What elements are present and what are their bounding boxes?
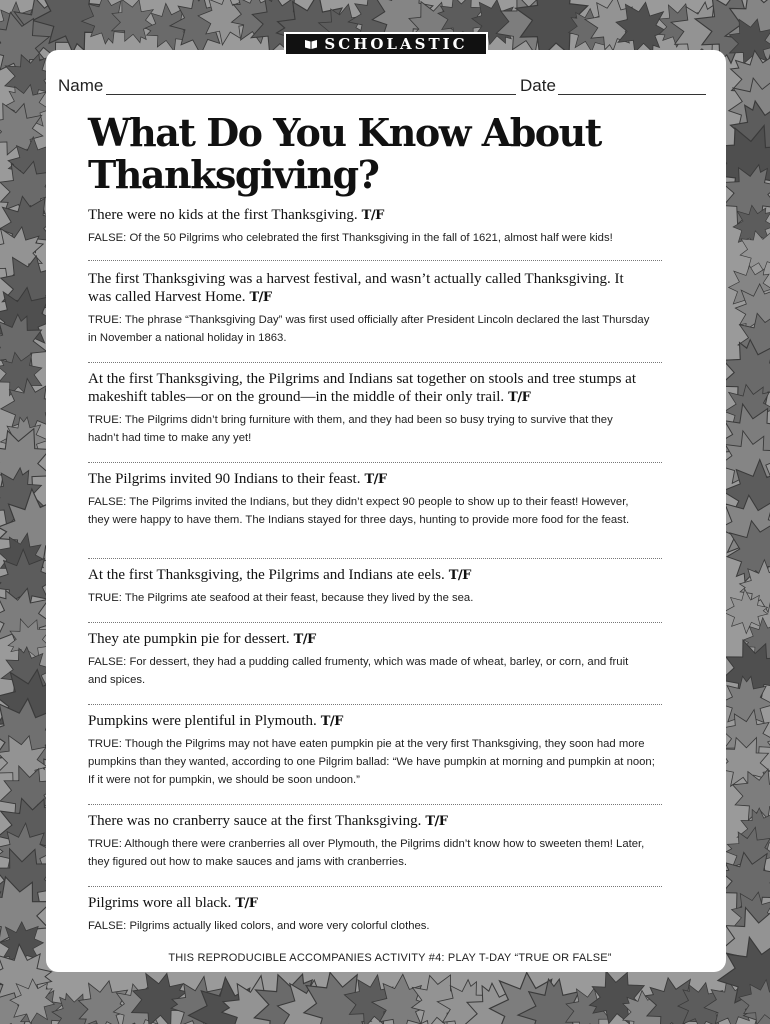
question-item-4 bbox=[88, 470, 668, 529]
question-statement: Pilgrims wore all black. bbox=[88, 895, 232, 911]
dotted-divider bbox=[88, 704, 662, 705]
open-book-icon bbox=[304, 39, 318, 50]
title-line-1: What Do You Know About bbox=[88, 110, 601, 155]
answer-text: FALSE: For dessert, they had a pudding called frumenty, which was made of wheat, barley, or corn, and fruit and spices. bbox=[88, 656, 629, 686]
name-date-row bbox=[58, 74, 708, 100]
date-field-line[interactable] bbox=[558, 94, 706, 95]
date-label: Date bbox=[520, 76, 556, 95]
answer-text: TRUE: The Pilgrims ate seafood at their feast, because they lived by the sea. bbox=[88, 592, 474, 604]
question-statement: The Pilgrims invited 90 Indians to their feast. bbox=[88, 471, 361, 487]
true-false-marker[interactable]: T/F bbox=[508, 390, 531, 405]
answer-text: TRUE: The phrase “Thanksgiving Day” was first used officially after President Lincoln declared the last Thursday in November a national holiday in 1863. bbox=[88, 314, 650, 344]
question-text bbox=[88, 370, 658, 407]
question-text bbox=[88, 470, 668, 489]
dotted-divider bbox=[88, 622, 662, 623]
question-item-1 bbox=[88, 206, 668, 247]
question-statement: The first Thanksgiving was a harvest festival, and wasn’t actually called Thanksgiving. It was called Harvest Home. bbox=[88, 271, 624, 305]
true-false-marker[interactable]: T/F bbox=[425, 814, 448, 829]
dotted-divider bbox=[88, 362, 662, 363]
question-item-8 bbox=[88, 812, 668, 871]
true-false-marker[interactable]: T/F bbox=[320, 714, 343, 729]
question-text bbox=[88, 566, 668, 585]
dotted-divider bbox=[88, 886, 662, 887]
question-item-5 bbox=[88, 566, 668, 607]
answer-text: FALSE: The Pilgrims invited the Indians, but they didn’t expect 90 people to show up to their feast! However, they were happy to have them. The Indians stayed for three days, hunting to provide more food for the feast. bbox=[88, 496, 630, 526]
question-statement: There were no kids at the first Thanksgiving. bbox=[88, 207, 358, 223]
question-text bbox=[88, 206, 668, 225]
true-false-marker[interactable]: T/F bbox=[249, 290, 272, 305]
true-false-marker[interactable]: T/F bbox=[361, 208, 384, 223]
question-text bbox=[88, 270, 633, 307]
question-text bbox=[88, 894, 668, 913]
question-statement: At the first Thanksgiving, the Pilgrims and Indians sat together on stools and tree stumps at makeshift tables—or on the ground—in the middle of their only trail. bbox=[88, 371, 636, 405]
scholastic-logo bbox=[284, 32, 488, 56]
page-title bbox=[88, 112, 688, 196]
true-false-marker[interactable]: T/F bbox=[235, 896, 258, 911]
answer-text: FALSE: Of the 50 Pilgrims who celebrated the first Thanksgiving in the fall of 1621, almost half were kids! bbox=[88, 232, 613, 244]
name-label: Name bbox=[58, 76, 104, 95]
dotted-divider bbox=[88, 260, 662, 261]
answer-text: FALSE: Pilgrims actually liked colors, and wore very colorful clothes. bbox=[88, 920, 430, 932]
question-statement: At the first Thanksgiving, the Pilgrims and Indians ate eels. bbox=[88, 567, 445, 583]
dotted-divider bbox=[88, 462, 662, 463]
question-item-9 bbox=[88, 894, 668, 935]
dotted-divider bbox=[88, 804, 662, 805]
dotted-divider bbox=[88, 558, 662, 559]
true-false-marker[interactable]: T/F bbox=[448, 568, 471, 583]
question-item-7 bbox=[88, 712, 668, 789]
question-text bbox=[88, 712, 668, 731]
question-text bbox=[88, 812, 668, 831]
question-item-3 bbox=[88, 370, 668, 447]
question-item-6 bbox=[88, 630, 668, 689]
answer-text: TRUE: Although there were cranberries all over Plymouth, the Pilgrims didn’t know how to sweeten them! Later, they figured out how to make sauces and jams with cranberries. bbox=[88, 838, 645, 868]
question-statement: They ate pumpkin pie for dessert. bbox=[88, 631, 290, 647]
question-statement: Pumpkins were plentiful in Plymouth. bbox=[88, 713, 317, 729]
question-text bbox=[88, 630, 668, 649]
answer-text: TRUE: Though the Pilgrims may not have eaten pumpkin pie at the very first Thanksgiving, they soon had more pumpkins than they wanted, according to one Pilgrim ballad: “We have pumpkin at morning and pumpkin at noon; If it were not for pumpkin, we should be soon undoon.” bbox=[88, 738, 655, 786]
true-false-marker[interactable]: T/F bbox=[364, 472, 387, 487]
question-statement: There was no cranberry sauce at the first Thanksgiving. bbox=[88, 813, 422, 829]
question-item-2 bbox=[88, 270, 668, 347]
title-line-2: Thanksgiving? bbox=[88, 152, 379, 197]
answer-text: TRUE: The Pilgrims didn’t bring furniture with them, and they had been so busy trying to survive that they hadn’t had time to make any yet! bbox=[88, 414, 613, 444]
footer-note: THIS REPRODUCIBLE ACCOMPANIES ACTIVITY #4: PLAY T-DAY “TRUE OR FALSE” bbox=[168, 952, 612, 964]
name-field-line[interactable] bbox=[106, 94, 516, 95]
logo-text: SCHOLASTIC bbox=[324, 35, 468, 53]
true-false-marker[interactable]: T/F bbox=[293, 632, 316, 647]
